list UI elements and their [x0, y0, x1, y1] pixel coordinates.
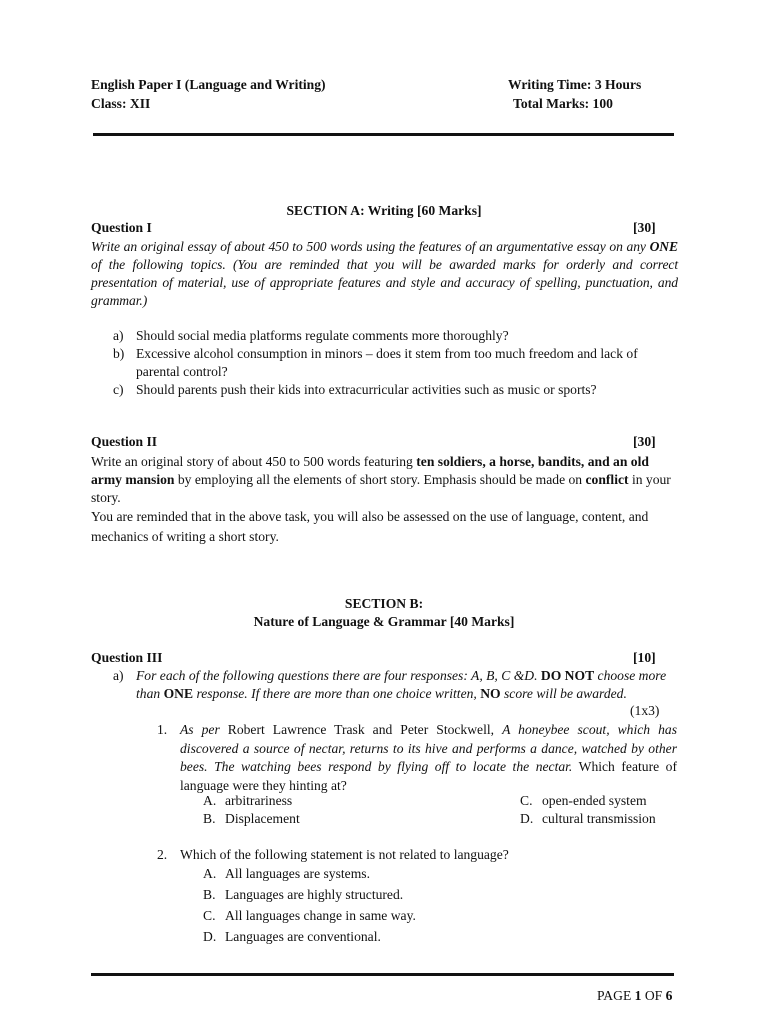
option-item: [203, 886, 403, 904]
instruction-text: score will be awarded.: [500, 686, 627, 701]
instruction-emphasis: NO: [480, 686, 501, 701]
question-1-marks: [30]: [633, 220, 656, 235]
option-text: cultural transmission: [542, 811, 656, 826]
section-a-heading: SECTION A: Writing [60 Marks]: [286, 203, 482, 218]
prompt-emphasis: ten soldiers, a horse, bandits, and an old army mansion: [91, 454, 649, 487]
option-text: All languages are systems.: [225, 866, 370, 881]
instruction-text: choose more than: [136, 668, 667, 701]
topic-marker: c): [113, 382, 124, 397]
instruction-text: For each of the following questions there are four responses: A, B, C &D.: [136, 668, 541, 683]
page-current: 1: [634, 988, 642, 1003]
option-item: [520, 792, 647, 810]
writing-time: Writing Time: 3 Hours: [508, 77, 642, 92]
page-prefix: PAGE: [597, 988, 635, 1003]
topic-text: Should parents push their kids into extracurricular activities such as music or sports?: [136, 382, 597, 397]
question-2-prompt: [91, 453, 671, 507]
prompt-text: in your story.: [91, 472, 671, 505]
sub-question-1-text: [180, 721, 677, 795]
question-1-label: Question I: [91, 220, 152, 235]
total-marks: Total Marks: 100: [513, 96, 613, 111]
option-marker: A.: [203, 793, 217, 808]
instruction-emphasis: ONE: [163, 686, 194, 701]
question-3-label: Question III: [91, 650, 163, 665]
option-item: [203, 810, 300, 828]
class-label: Class: XII: [91, 96, 151, 111]
prompt-text: by employing all the elements of short story. Emphasis should be made on: [174, 472, 586, 487]
instruction-text: response. If there are more than one choice written,: [193, 686, 481, 701]
topic-item: [113, 345, 683, 381]
topic-marker: a): [113, 328, 124, 343]
instruction-text: of the following topics. (You are reminded that you will be awarded marks for orderly and correct presentation of material, use of appropriate features and style and accuracy of spelling, punctuation, and grammar.): [91, 257, 678, 308]
question-text: Robert Lawrence Trask and Peter Stockwell,: [219, 722, 503, 737]
option-marker: C.: [203, 908, 216, 923]
sub-question-marker: 2.: [157, 847, 168, 862]
section-b-subheading: Nature of Language & Grammar [40 Marks]: [253, 614, 515, 629]
instruction-text: Write an original essay of about 450 to 500 words using the features of an argumentative essay on any: [91, 239, 650, 254]
question-3-marks: [10]: [633, 650, 656, 665]
question-quote: A honeybee scout, which has discovered a source of nectar, returns to its hive and performs a dance, watched by other bees. The watching bees respond by flying off to locate the nectar.: [180, 722, 677, 774]
prompt-text: Write an original story of about 450 to 500 words featuring: [91, 454, 417, 469]
question-3-part-a: [113, 667, 673, 703]
paper-title: English Paper I (Language and Writing): [91, 77, 326, 92]
part-a-instructions: [136, 667, 673, 703]
footer-divider: [91, 973, 674, 976]
topic-marker: b): [113, 346, 125, 361]
header-divider: [93, 133, 674, 136]
topic-text: Excessive alcohol consumption in minors – does it stem from too much freedom and lack of parental control?: [136, 346, 638, 379]
sub-question-2: [157, 846, 677, 865]
part-a-marks: (1x3): [630, 703, 660, 718]
question-2-label: Question II: [91, 434, 158, 449]
question-text: As per: [180, 722, 220, 737]
option-text: Languages are highly structured.: [225, 887, 404, 902]
option-marker: D.: [520, 811, 534, 826]
section-b-heading: SECTION B:: [344, 596, 424, 611]
question-text: Which feature of language were they hinting at?: [180, 759, 677, 793]
option-item: [203, 928, 381, 946]
topic-item: [113, 381, 683, 399]
option-marker: A.: [203, 866, 217, 881]
part-marker: a): [113, 668, 124, 683]
option-item: [203, 907, 416, 925]
question-1-instructions: [91, 238, 678, 310]
option-text: Languages are conventional.: [225, 929, 381, 944]
option-item: [203, 865, 370, 883]
instruction-emphasis: ONE: [649, 239, 678, 254]
page-number: [597, 988, 672, 1004]
sub-question-2-text: Which of the following statement is not related to language?: [180, 847, 509, 862]
page-of: OF: [641, 988, 666, 1003]
question-2-note: You are reminded that in the above task, you will also be assessed on the use of language, content, and mechanics of writing a short story.: [91, 509, 649, 544]
page-total: 6: [665, 988, 673, 1003]
instruction-emphasis: DO NOT: [540, 668, 595, 683]
question-2-marks: [30]: [633, 434, 656, 449]
option-text: Displacement: [225, 811, 300, 826]
topic-item: [113, 327, 683, 345]
option-item: [203, 792, 292, 810]
option-marker: D.: [203, 929, 217, 944]
sub-question-1: [157, 721, 677, 795]
option-marker: B.: [203, 811, 216, 826]
option-marker: C.: [520, 793, 533, 808]
prompt-emphasis: conflict: [585, 472, 629, 487]
option-text: arbitrariness: [225, 793, 293, 808]
topic-text: Should social media platforms regulate comments more thoroughly?: [136, 328, 509, 343]
option-text: All languages change in same way.: [225, 908, 416, 923]
sub-question-marker: 1.: [157, 722, 168, 737]
option-item: [520, 810, 656, 828]
option-text: open-ended system: [542, 793, 647, 808]
option-marker: B.: [203, 887, 216, 902]
